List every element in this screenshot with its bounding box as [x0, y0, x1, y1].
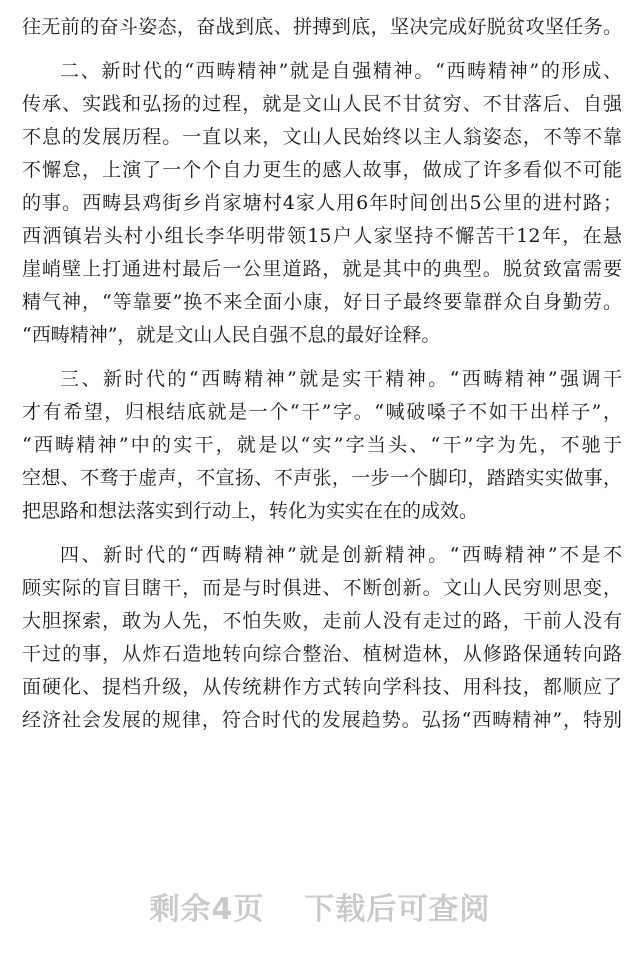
- download-hint-text: 下载后可查阅: [304, 892, 491, 927]
- text-line: 干过的事，从炸石造地转向综合整治、植树造林，从修路保通转向路: [22, 643, 622, 665]
- text-line: 把思路和想法落实到行动上，转化为实实在在的成效。: [22, 500, 479, 522]
- text-line: 面硬化、提档升级，从传统耕作方式转向学科技、用科技，都顺应了: [22, 676, 622, 698]
- text-line: 传承、实践和弘扬的过程，就是文山人民不甘贫穷、不甘落后、自强: [22, 93, 622, 115]
- text-line: 顾实际的盲目瞎干，而是与时俱进、不断创新。文山人民穷则思变，: [22, 577, 622, 599]
- paragraph-4-start: 四、新时代的“西畴精神”就是创新精神。“西畴精神”不是不: [60, 544, 622, 566]
- text-line: 大胆探索，敢为人先，不怕失败，走前人没有走过的路，干前人没有: [22, 610, 622, 632]
- text-line: 精气神，“等靠要”换不来全面小康，好日子最终要靠群众自身勤劳。: [22, 291, 622, 313]
- text-line: “西畴精神”中的实干，就是以“实”字当头、“干”字为先，不驰于: [22, 434, 622, 456]
- text-line: 崖峭壁上打通进村最后一公里道路，就是其中的典型。脱贫致富需要: [22, 258, 622, 280]
- text-line: 往无前的奋斗姿态，奋战到底、拼搏到底，坚决完成好脱贫攻坚任务。: [22, 16, 622, 38]
- paragraph-3-start: 三、新时代的“西畴精神”就是实干精神。“西畴精神”强调干: [60, 368, 622, 390]
- text-line: 经济社会发展的规律，符合时代的发展趋势。弘扬“西畴精神”，特别: [22, 709, 622, 731]
- remaining-pages-text: 剩余4页: [149, 892, 265, 927]
- text-line: 不懈怠，上演了一个个自力更生的感人故事，做成了许多看似不可能: [22, 159, 622, 181]
- text-line: 西洒镇岩头村小组长李华明带领15户人家坚持不懈苦干12年，在悬: [22, 225, 622, 247]
- text-line: “西畴精神”，就是文山人民自强不息的最好诠释。: [22, 324, 441, 346]
- text-line: 的事。西畴县鸡街乡肖家塘村4家人用6年时间创出5公里的进村路；: [22, 192, 622, 214]
- remaining-pages-banner[interactable]: [0, 888, 640, 932]
- text-line: 不息的发展历程。一直以来，文山人民始终以主人翁姿态，不等不靠: [22, 126, 622, 148]
- text-line: 才有希望，归根结底就是一个“干”字。“喊破嗓子不如干出样子”，: [22, 401, 622, 423]
- paragraph-2-start: 二、新时代的“西畴精神”就是自强精神。“西畴精神”的形成、: [60, 60, 622, 82]
- text-line: 空想、不骛于虚声，不宣扬、不声张，一步一个脚印，踏踏实实做事，: [22, 467, 622, 489]
